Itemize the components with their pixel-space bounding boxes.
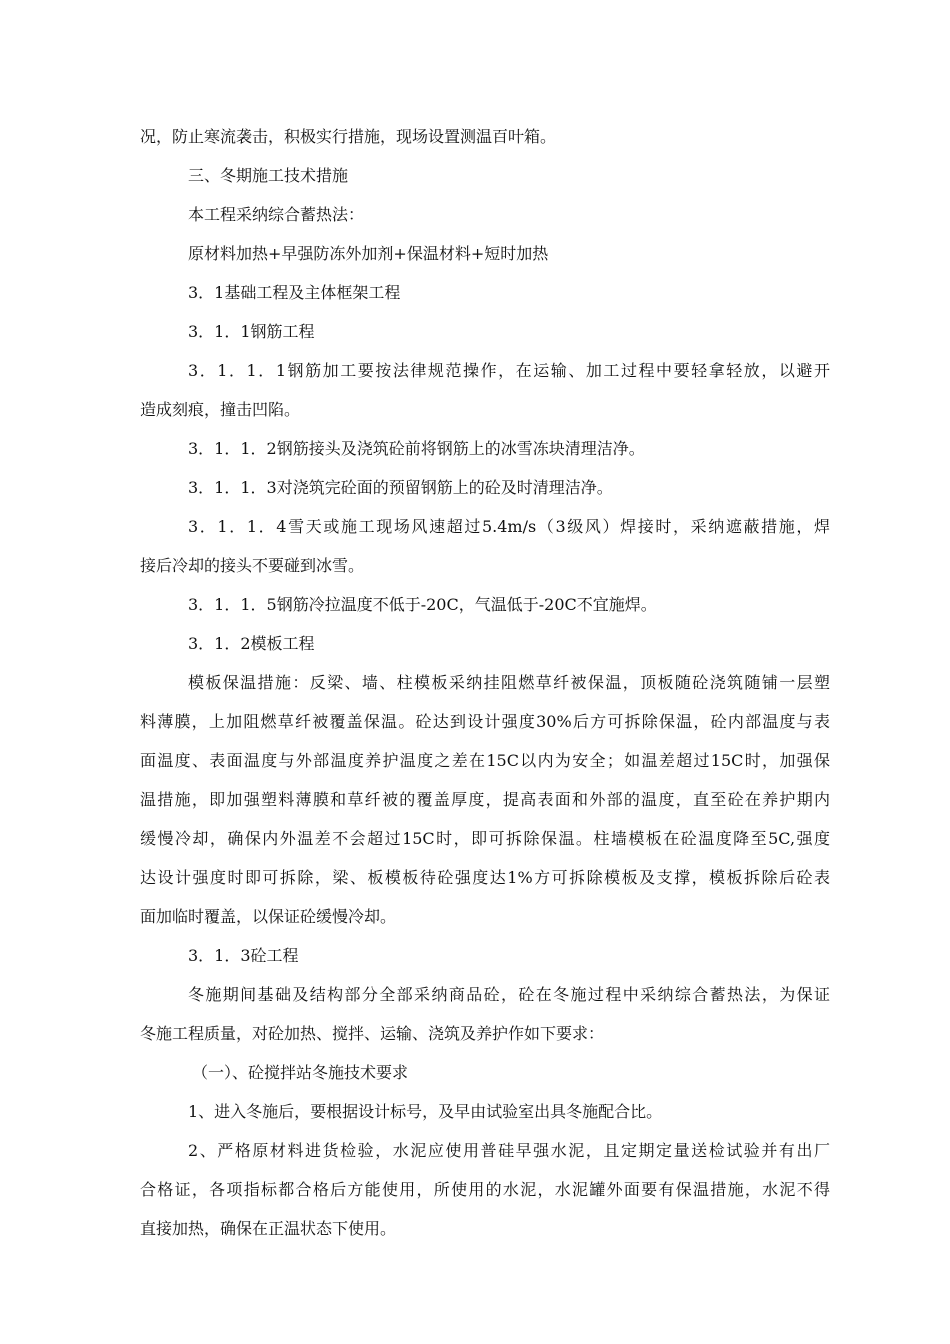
text-line: 原材料加热+早强防冻外加剂+保温材料+短时加热 (188, 244, 549, 263)
subsection-heading: 3．1．2模板工程 (188, 634, 315, 653)
text-line: 造成刻痕，撞击凹陷。 (140, 400, 301, 419)
section-heading: 三、冬期施工技术措施 (188, 166, 349, 185)
subsection-heading: （一）、砼搅拌站冬施技术要求 (192, 1063, 409, 1082)
text-line: 温措施，即加强塑料薄膜和草纤被的覆盖厚度，提高表面和外部的温度，直至砼在养护期内 (140, 790, 830, 809)
text-line: 冬施工程质量，对砼加热、搅拌、运输、浇筑及养护作如下要求： (140, 1024, 605, 1043)
text-line: 面温度、表面温度与外部温度养护温度之差在15C以内为安全；如温差超过15C时，加强保 (140, 751, 830, 770)
subsection-heading: 3．1．3砼工程 (188, 946, 299, 965)
text-line: 面加临时覆盖，以保证砼缓慢冷却。 (140, 907, 397, 926)
text-line: 接后冷却的接头不要碰到冰雪。 (140, 556, 365, 575)
text-line: 3．1．1．2钢筋接头及浇筑砼前将钢筋上的冰雪冻块清理洁净。 (188, 439, 645, 458)
text-line: 本工程采纳综合蓄热法： (188, 205, 365, 224)
text-line: 3．1．1．5钢筋冷拉温度不低于-20C，气温低于-20C不宜施焊。 (188, 595, 657, 614)
text-line: 3．1．1．4雪天或施工现场风速超过5.4m/s（3级风）焊接时，采纳遮蔽措施，焊 (188, 517, 830, 536)
text-line: 料薄膜，上加阻燃草纤被覆盖保温。砼达到设计强度30%后方可拆除保温，砼内部温度与表 (140, 712, 830, 731)
text-line: 模板保温措施：反梁、墙、柱模板采纳挂阻燃草纤被保温，顶板随砼浇筑随铺一层塑 (188, 673, 830, 692)
subsection-heading: 3．1．1钢筋工程 (188, 322, 315, 341)
text-line: 合格证，各项指标都合格后方能使用，所使用的水泥，水泥罐外面要有保温措施，水泥不得 (140, 1180, 830, 1199)
text-line: 达设计强度时即可拆除，梁、板模板待砼强度达1%方可拆除模板及支撑，模板拆除后砼表 (140, 868, 830, 887)
text-line: 况，防止寒流袭击，积极实行措施，现场设置测温百叶箱。 (140, 127, 557, 146)
text-line: 缓慢冷却，确保内外温差不会超过15C时，即可拆除保温。柱墙模板在砼温度降至5C,强度 (140, 829, 830, 848)
list-item: 1、进入冬施后，要根据设计标号，及早由试验室出具冬施配合比。 (188, 1102, 663, 1121)
text-line: 3．1．1．1钢筋加工要按法律规范操作，在运输、加工过程中要轻拿轻放，以避开 (188, 361, 830, 380)
text-line: 直接加热，确保在正温状态下使用。 (140, 1219, 397, 1238)
text-line: 冬施期间基础及结构部分全部采纳商品砼，砼在冬施过程中采纳综合蓄热法，为保证 (188, 985, 830, 1004)
subsection-heading: 3．1基础工程及主体框架工程 (188, 283, 401, 302)
text-line: 3．1．1．3对浇筑完砼面的预留钢筋上的砼及时清理洁净。 (188, 478, 613, 497)
document-body (140, 117, 830, 1248)
list-item: 2、严格原材料进货检验，水泥应使用普硅早强水泥，且定期定量送检试验并有出厂 (188, 1141, 830, 1160)
